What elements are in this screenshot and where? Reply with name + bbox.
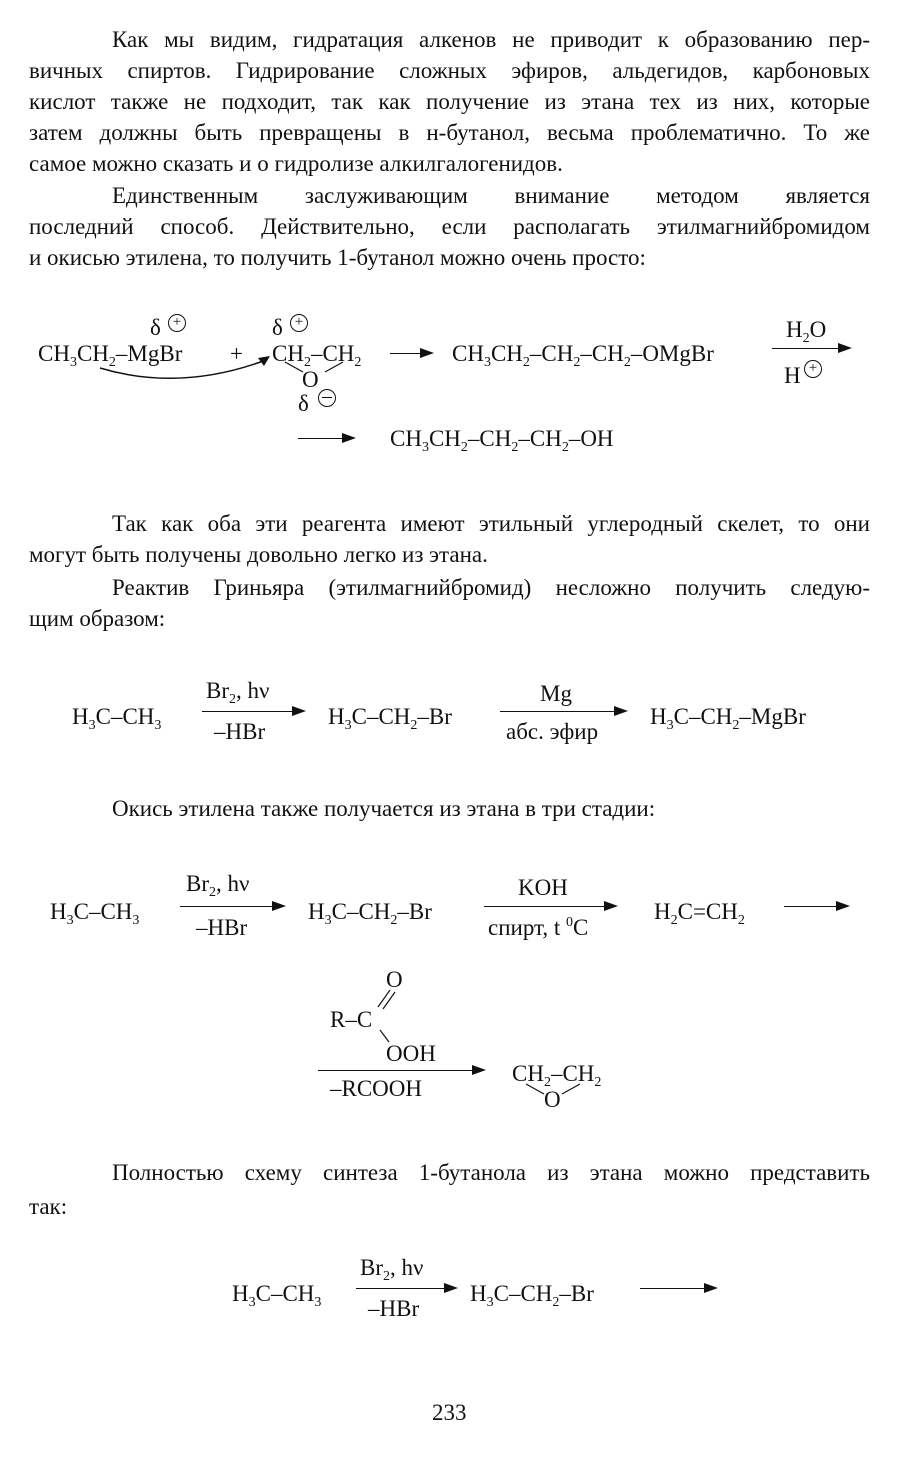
ethylmagnesium-bromide: $CH_3CH_2$–MgBr (38, 341, 183, 370)
reagent-above-arrow: $Br_2$, hν (360, 1255, 424, 1284)
text-line: Окись этилена также получается из этана в три стадии: (112, 796, 656, 821)
text-line: Полностью схему синтеза 1-бутанола из этана можно представить (112, 1160, 870, 1185)
bromoethane: $H_3C-CH_2-Br$ (470, 1281, 594, 1310)
positive-charge-icon: + (290, 314, 308, 332)
ethane: $H_3C-CH_3$ (72, 704, 162, 733)
ethylmagnesium-bromide: $H_3C-CH_2$–MgBr (650, 704, 806, 733)
ethane: $H_3C-CH_3$ (50, 899, 140, 928)
delta-plus-label: δ (272, 315, 283, 340)
text-line: Так как оба эти реагента имеют этильный углеродный скелет, то они (112, 511, 870, 536)
delta-plus-label: δ (150, 315, 161, 340)
text-line: и окисью этилена, то получить 1-бутанол можно очень просто: (29, 245, 646, 270)
reaction-arrow-icon (640, 1288, 704, 1289)
product-1-butanol: $CH_3CH_2-CH_2-CH_2-OH$ (390, 426, 614, 455)
epoxide-oxygen: O (544, 1087, 561, 1112)
text-line: самое можно сказать и о гидролизе алкилгалогенидов. (29, 151, 563, 176)
alkoxide-intermediate: $CH_3CH_2-CH_2-CH_2$–OMgBr (452, 341, 714, 370)
text-line: так: (29, 1194, 68, 1219)
reagent-above-arrow: Mg (540, 681, 572, 706)
reagent-below-arrow: –HBr (368, 1296, 420, 1321)
ethylene-oxide: $CH_2-CH_2$ (272, 341, 362, 370)
ethylene: $H_2C=CH_2$ (654, 899, 745, 928)
peracid-ooh: OOH (386, 1041, 436, 1066)
reagent-above-arrow: $Br_2$, hν (186, 871, 250, 900)
positive-charge-icon: + (804, 360, 822, 378)
reaction-arrow-icon (356, 1288, 444, 1289)
text-line: кислот также не подходит, так как получение из этана тех из них, которые (29, 89, 870, 114)
reagent-below-arrow: –HBr (196, 915, 248, 940)
ethane: $H_3C-CH_3$ (232, 1281, 322, 1310)
reagent-below-arrow: абс. эфир (506, 719, 599, 744)
ethylene-oxide: $CH_2-CH_2$ (512, 1061, 602, 1090)
reagent-below-arrow: спирт, t $^0$C (488, 915, 589, 940)
peracid-carbonyl-oxygen: O (386, 967, 403, 992)
positive-charge-icon: + (168, 314, 186, 332)
reagent-below-arrow: –RCOOH (330, 1076, 423, 1101)
reagent-above-arrow: KOH (518, 875, 568, 900)
epoxide-oxygen: O (302, 367, 319, 392)
bromoethane: $H_3C-CH_2-Br$ (308, 899, 432, 928)
page-number: 233 (432, 1400, 467, 1425)
text-line: затем должны быть превращены в н-бутанол, весьма проблематично. То же (29, 120, 870, 145)
reagent-below-arrow: H (784, 363, 801, 388)
text-line: Реактив Гриньяра (этилмагнийбромид) несложно получить следую- (112, 575, 870, 600)
reagent-below-arrow: –HBr (214, 719, 266, 744)
bromoethane: $H_3C-CH_2-Br$ (328, 704, 452, 733)
text-line: последний способ. Действительно, если располагать этилмагнийбромидом (29, 214, 870, 239)
arrowhead-icon (444, 1283, 458, 1293)
text-line: Единственным заслуживающим внимание методом является (112, 183, 870, 208)
text-line: вичных спиртов. Гидрирование сложных эфиров, альдегидов, карбоновых (29, 58, 870, 83)
text-line: могут быть получены довольно легко из этана. (29, 542, 488, 567)
arrowhead-icon (704, 1283, 718, 1293)
delta-minus-label: δ (298, 391, 309, 416)
text-line: щим образом: (29, 606, 166, 631)
reagent-above-arrow: $H_2O$ (786, 317, 827, 346)
peracid-r-group: R–C (330, 1007, 373, 1032)
text-line: Как мы видим, гидратация алкенов не приводит к образованию пер- (112, 27, 870, 52)
plus-sign: + (230, 341, 243, 366)
reagent-above-arrow: $Br_2$, hν (206, 678, 270, 707)
